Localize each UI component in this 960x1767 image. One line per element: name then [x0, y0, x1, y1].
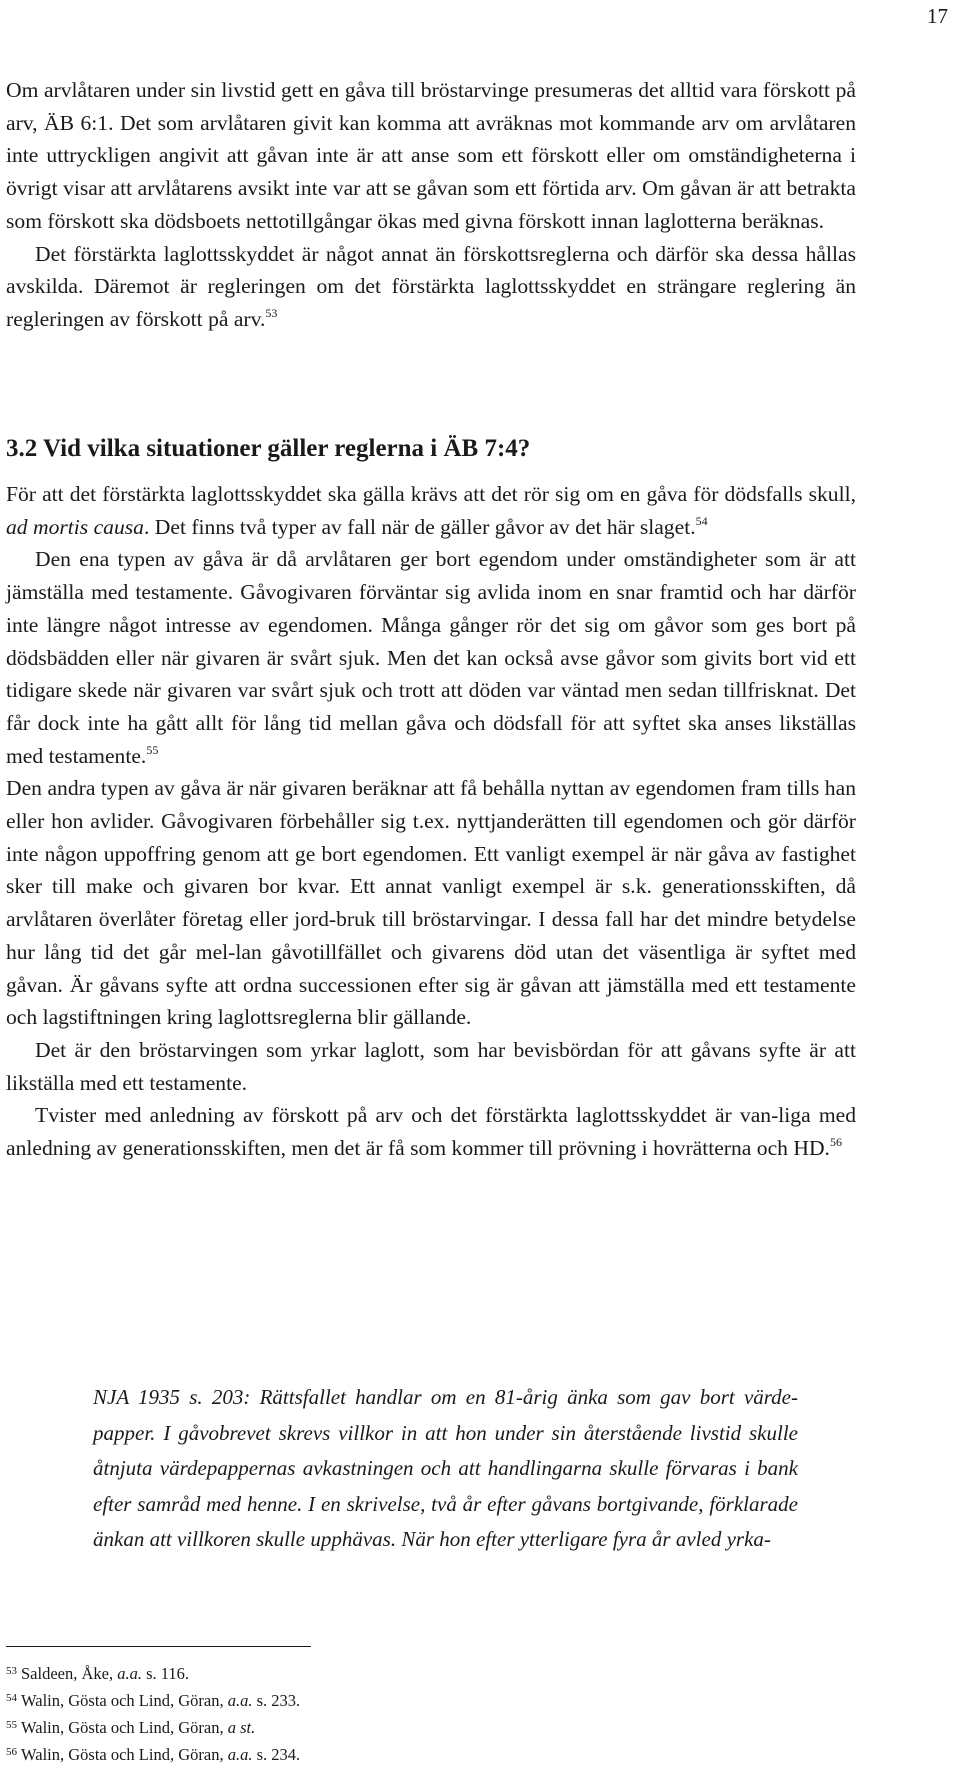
paragraph-disputes-text: Tvister med anledning av förskott på arv och det förstärkta laglottsskyddet är van-liga med anledning av generationsskiften, men det är få som kommer till prövning i hovrätterna och HD.: [6, 1103, 856, 1161]
footnote-ref-55[interactable]: 55: [146, 742, 159, 757]
footnote-number: 53: [6, 1665, 17, 1677]
paragraph-mortis-causa-b: . Det finns två typer av fall när de gäller gåvor av det här slaget.: [143, 514, 696, 539]
footnote-italic: a st.: [227, 1718, 256, 1737]
case-excerpt-text: NJA 1935 s. 203: Rättsfallet handlar om en 81-årig änka som gav bort värde-papper. I gåvobrevet skrevs villkor in att hon under sin återstående livstid skulle åtnjuta värdepappernas avkastningen och att handlingarna skulle förvaras i bank efter samråd med henne. I en skrivelse, två år efter gåvans bortgivande, förklarade änkan att villkoren skulle upphävas. När hon efter ytterligare fyra år avled yrka-: [93, 1385, 798, 1551]
footnote-number: 56: [6, 1746, 17, 1758]
footnote-tail: s. 234.: [252, 1745, 301, 1764]
footnote-ref-53[interactable]: 53: [265, 305, 278, 320]
footnote-54: [6, 1686, 806, 1713]
paragraph-second-type: Den andra typen av gåva är när givaren beräknar att få behålla nyttan av egendomen fram tills han eller hon avlider. Gåvogivaren förbehåller sig t.ex. nyttjanderätten till egendomen och gör därför inte någon uppoffring genom att ge bort egendomen. Ett vanligt exempel är när gåva av fastighet sker till make och givaren bor kvar. Ett annat vanligt exempel är s.k. generationsskiften, då arvlåtaren överlåter företag eller jord-bruk till bröstarvingar. I dessa fall har det mindre betydelse hur lång tid det går mel-lan gåvotillfället och givarens död utan det väsentliga är syftet med gåvan. Är gåvans syfte att ordna successionen efter sig är gåvan att jämställa med ett testamente och lagstiftningen kring laglottsreglerna blir gällande.: [6, 776, 856, 1030]
footnote-text: Walin, Gösta och Lind, Göran,: [21, 1745, 228, 1764]
paragraph-laglottsskydd: [6, 238, 856, 336]
paragraph-disputes: [6, 1099, 856, 1164]
paragraph-laglottsskydd-text: Det förstärkta laglottsskyddet är något annat än förskottsreglerna och därför ska dessa hållas avskilda. Däremot är regleringen om det förstärkta laglottsskyddet en strängare reglering än regleringen av förskott på arv.: [6, 241, 856, 331]
page-number: 17: [927, 4, 948, 28]
latin-term: ad mortis causa: [6, 514, 144, 539]
paragraph-first-type-text: Den ena typen av gåva är då arvlåtaren ger bort egendom under omständigheter som är att jämställa med testamente. Gåvogivaren förväntar sig avlida inom en snar framtid och har därför inte längre något intresse av egendomen. Många gånger rör det sig om gåvor som ges bort på dödsbädden eller när givaren är svårt sjuk. Men det kan också avse gåvor som givits bort vid ett tidigare skede när givaren var svårt sjuk och trott att döden var väntad men sedan tillfrisknat. Det får dock inte ha gått allt för lång tid mellan gåva och dödsfall för att syftet ska anses likställas med testamente.: [6, 547, 856, 768]
paragraph-mortis-causa-a: För att det förstärkta laglottsskyddet ska gälla krävs att det rör sig om en gåva för dödsfalls skull,: [6, 482, 856, 506]
footnotes: [6, 1659, 806, 1767]
paragraph-burden-of-proof: Det är den bröstarvingen som yrkar laglott, som har bevisbördan för att gåvans syfte är att likställa med ett testamente.: [6, 1037, 856, 1095]
footnote-divider: [6, 1646, 311, 1647]
footnote-text: Walin, Gösta och Lind, Göran,: [21, 1718, 228, 1737]
paragraph-first-type: [6, 543, 856, 772]
paragraph-forskott: Om arvlåtaren under sin livstid gett en gåva till bröstarvinge presumeras det alltid vara förskott på arv, ÄB 6:1. Det som arvlåtaren givit kan komma att avräknas mot kommande arv om arvlåtaren inte uttryckligen angivit att gåvan inte är att anse som ett förskott eller om omständigheterna i övrigt visar att arvlåtarens avsikt inte var att se gåvan som ett förtida arv. Om gåvan är att betrakta som förskott ska dödsboets nettotillgångar ökas med givna förskott innan laglotterna beräknas.: [6, 78, 856, 233]
footnote-number: 55: [6, 1719, 17, 1731]
section-situations: [6, 478, 856, 1165]
footnote-italic: a.a.: [227, 1691, 253, 1710]
footnote-ref-56[interactable]: 56: [829, 1135, 842, 1150]
footnote-53: [6, 1659, 806, 1686]
section-heading: 3.2 Vid vilka situationer gäller reglerna i ÄB 7:4?: [6, 435, 531, 462]
footnote-tail: s. 116.: [141, 1664, 190, 1683]
footnote-55: [6, 1713, 806, 1740]
footnote-italic: a.a.: [117, 1664, 142, 1683]
footnote-tail: s. 233.: [252, 1691, 301, 1710]
footnote-ref-54[interactable]: 54: [695, 513, 708, 528]
footnote-number: 54: [6, 1692, 17, 1704]
footnote-text: Walin, Gösta och Lind, Göran,: [21, 1691, 228, 1710]
footnote-text: Saldeen, Åke,: [21, 1664, 118, 1683]
paragraph-mortis-causa: [6, 478, 856, 543]
footnote-italic: a.a.: [227, 1745, 253, 1764]
case-excerpt: [93, 1380, 798, 1558]
section-intro: [6, 74, 856, 336]
